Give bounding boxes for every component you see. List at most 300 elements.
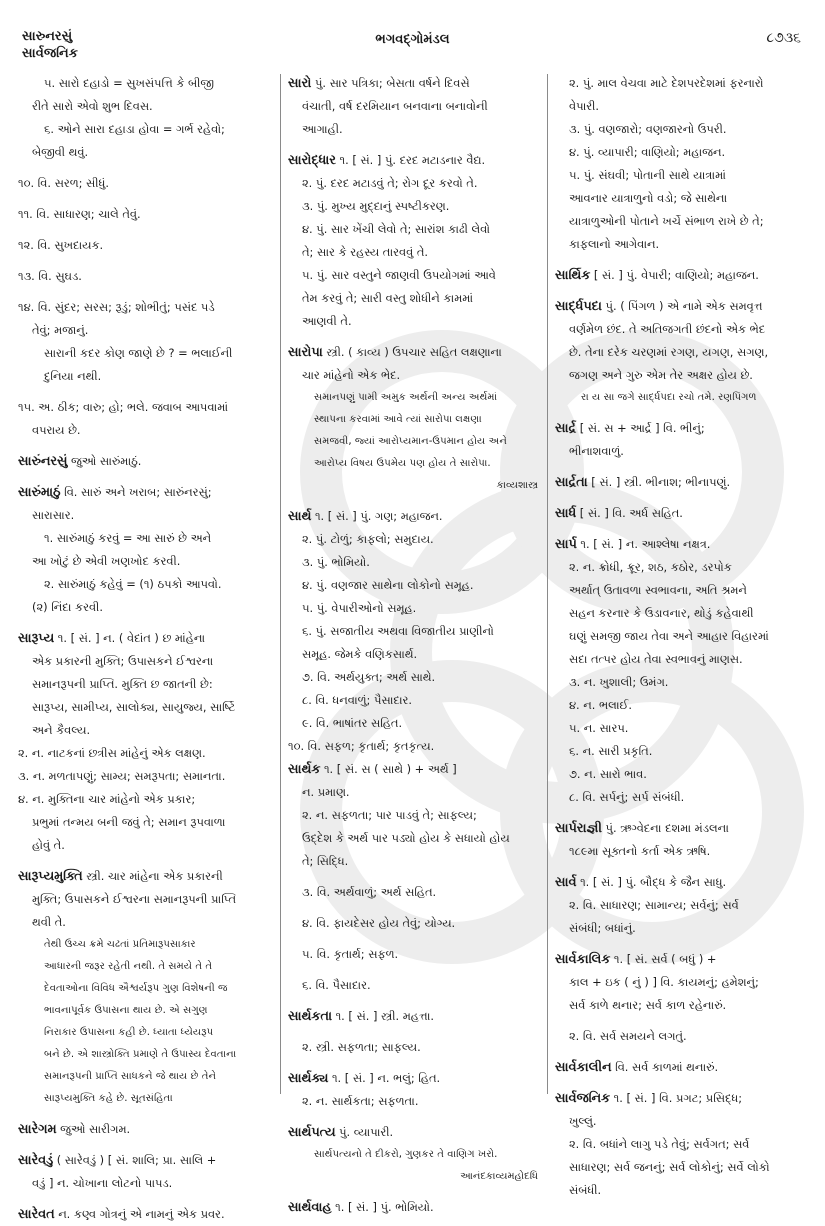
definition-text: રીતે સારો એવો શુભ દિવસ. xyxy=(32,99,153,113)
definition-line xyxy=(288,475,538,497)
definition-text: ૨. પું. ટોળું; કાફલો; સમુદાય. xyxy=(302,532,434,546)
column-divider xyxy=(280,74,281,1094)
dictionary-entry xyxy=(555,948,813,971)
dictionary-entry xyxy=(18,1118,270,1141)
definition-text: ૨. પું. દરદ મટાડવું તે; રોગ દૂર કરવો તે. xyxy=(302,176,478,190)
definition-line xyxy=(18,342,270,365)
definition-line xyxy=(18,673,270,696)
definition-line xyxy=(18,911,270,934)
definition-text: ( સારેવડું ) [ સં. શાલિ; પ્રા. સાલિ + xyxy=(53,1153,217,1167)
definition-text: પું. ઋગ્વેદના દશમા મંડલના xyxy=(601,821,729,835)
headword: સારેવત xyxy=(18,1207,55,1222)
column-left xyxy=(18,72,270,1222)
definition-text: નિરાકાર ઉપાસના કહી છે. ધ્યાતા ધ્યેયરૂપ xyxy=(44,1027,214,1038)
definition-text: સદા તત્પર હોય તેવા સ્વભાવનું માણસ. xyxy=(569,652,743,666)
definition-text: ૬. ન. સારી પ્રકૃતિ. xyxy=(569,744,653,758)
definition-line xyxy=(555,318,813,341)
definition-text: ૫. પું. સાર વસ્તુને જાણવી ઉપયોગમાં આવે xyxy=(302,268,496,282)
definition-text: કાફલાનો આગેવાન. xyxy=(569,237,660,251)
dictionary-columns xyxy=(18,72,818,1222)
definition-text: ૧૧. વિ. સાધારણ; ચાલે તેવું. xyxy=(18,207,141,221)
definition-text: આધારની જરૂર રહેતી નથી. તે સમયે તે તે xyxy=(44,961,213,972)
definition-line xyxy=(555,95,813,118)
definition-line xyxy=(288,218,538,241)
headword: સારૂપ્યમુક્તિ xyxy=(18,869,83,884)
definition-line xyxy=(18,788,270,811)
headword: સારુંનરસું xyxy=(18,454,68,469)
headword: સાર્વજનિક xyxy=(555,1091,611,1106)
definition-text: તેવું; મજાનું. xyxy=(32,323,89,337)
definition-text: ૫. પું. સંઘવી; પોતાની સાથે યાત્રામાં xyxy=(569,168,726,182)
definition-text: ચાર માંહેનો એક ભેદ. xyxy=(302,368,401,382)
definition-line xyxy=(18,834,270,857)
definition-text: ૧. સારુંમાઠું કરવું = આ સારું છે અને xyxy=(44,531,212,545)
definition-line xyxy=(18,573,270,596)
definition-line xyxy=(18,118,270,141)
definition-line xyxy=(555,210,813,233)
definition-text: ૧. [ સં. ] વિ. પ્રગટ; પ્રસિદ્ધ; xyxy=(610,1091,743,1105)
dictionary-entry xyxy=(288,341,538,364)
definition-text: સ્ત્રી. ચાર માંહેના એક પ્રકારની xyxy=(82,869,223,883)
definition-text: જુઓ સારીગમ. xyxy=(56,1122,131,1136)
headword: સારોદ્ધાર xyxy=(288,153,336,168)
definition-text: ૬. વિ. પૈસાદાર. xyxy=(302,978,371,992)
page-header xyxy=(0,20,825,70)
definition-text: ૧. [ સં. ] ન. ( વેદાંત ) છ માંહેના xyxy=(54,631,206,645)
definition-text: આનંદકાવ્યમહોદધિ xyxy=(460,1171,538,1182)
definition-line xyxy=(555,141,813,164)
definition-text: મુક્તિ; ઉપાસકને ઈશ્વરના સમાનરૂપની પ્રાપ્તિ xyxy=(32,892,237,906)
definition-line xyxy=(18,419,270,442)
definition-text: અર્થાત્ ઉતાવળા સ્વભાવના, અતિ શ્રમને xyxy=(569,583,747,597)
definition-text: દેવતાઓના વિવિધ ઐશ્વર્યરૂપ ગુણ વિશેષની જ xyxy=(44,983,228,994)
dictionary-entry xyxy=(288,758,538,781)
definition-line xyxy=(555,164,813,187)
headword: સાર્થવાહ xyxy=(288,1200,332,1215)
definition-text: સર્વ કાળે થનાર; સર્વ કાળ રહેનારું. xyxy=(569,998,727,1012)
definition-text: ૫. પું. વેપારીઓનો સમૂહ. xyxy=(302,601,417,615)
definition-text: વિ. સારું અને ખરાબ; સારુંનરસું; xyxy=(60,485,212,499)
definition-text: ૧. [ સં. ] પું. દરદ મટાડનાર વૈદ્ય. xyxy=(335,153,486,167)
definition-line xyxy=(555,894,813,917)
definition-text: (૨) નિંદા કરવી. xyxy=(32,600,103,614)
definition-text: સારાસાર. xyxy=(32,508,75,522)
definition-text: ૬. પું. સજાતીય અથવા વિજાતીય પ્રાણીનો xyxy=(302,624,494,638)
definition-line xyxy=(555,341,813,364)
definition-line xyxy=(555,579,813,602)
definition-text: [ સં. ] પું. વેપારી; વાણિયો; મહાજન. xyxy=(590,268,759,282)
definition-line xyxy=(288,364,538,387)
definition-text: સમૂહ. જેમકે વણિકસાર્થ. xyxy=(302,647,418,661)
definition-text: ૫. વિ. કૃતાર્થ; સફળ. xyxy=(302,947,399,961)
definition-text: ૯. વિ. ભાષાંતર સહિત. xyxy=(302,716,403,730)
definition-line xyxy=(18,1044,270,1066)
definition-text: ૨. ન. ક્રોધી, ક્રૂર, શઠ, કઠોર, ડરપોક xyxy=(569,560,732,574)
definition-line xyxy=(18,95,270,118)
definition-text: યાત્રાળુઓની પોતાને ખર્ચે સંભાળ રાખે છે તે; xyxy=(569,214,764,228)
definition-text: ભીનાશવાળું. xyxy=(569,444,624,458)
definition-line xyxy=(18,527,270,550)
definition-line xyxy=(555,994,813,1017)
definition-text: સમજવી, જ્યાં આરોપ્યમાન-ઉપમાન હોય અને xyxy=(314,436,507,447)
dictionary-entry xyxy=(288,72,538,95)
definition-text: ૨. સારુંમાઠું કહેવું = (૧) ઠપકો આપવો. xyxy=(44,577,222,591)
definition-text: ૨. ન. સફળતા; પાર પાડવું તે; સાફલ્ય; xyxy=(302,808,477,822)
definition-line xyxy=(555,1179,813,1202)
definition-line xyxy=(18,956,270,978)
definition-text: ૧૨. વિ. સુખદાયક. xyxy=(18,238,104,252)
definition-text: સારૂપ્યમુક્તિ કહે છે. સૂતસંહિતા xyxy=(44,1093,173,1104)
definition-line xyxy=(288,620,538,643)
definition-text: ૪. પું. વણજાર સાથેના લોકોનો સમૂહ. xyxy=(302,578,474,592)
definition-text: ૧૪. વિ. સુંદર; સરસ; રૂડું; શોભીતું; પસંદ પડે xyxy=(18,300,215,314)
column-divider xyxy=(547,74,548,1094)
dictionary-entry xyxy=(555,471,813,494)
headword: સાર્દ્રતા xyxy=(555,475,588,490)
definition-text: આગાહી. xyxy=(302,122,343,136)
dictionary-entry xyxy=(288,149,538,172)
definition-text: ૧૩. વિ. સુઘડ. xyxy=(18,269,82,283)
definition-text: સાર્થપત્યનો તે દીકરો, ગુણકર તે વાણિગ ખરો. xyxy=(314,1149,498,1160)
definition-line xyxy=(288,431,538,453)
definition-text: ૧. [ સં. ] પું. ભોમિયો. xyxy=(331,1200,434,1214)
column-middle xyxy=(288,72,538,1215)
definition-text: આરોપ્ય વિષય ઉપમેય પણ હોય તે સારોપા. xyxy=(314,458,491,469)
definition-text: તે; સિદ્ધિ. xyxy=(302,854,349,868)
dictionary-entry xyxy=(555,417,813,440)
definition-line xyxy=(288,1036,538,1059)
definition-line xyxy=(555,740,813,763)
definition-text: સારાની કદર કોણ જાણે છે ? = ભલાઈની xyxy=(44,346,233,360)
definition-line xyxy=(18,72,270,95)
definition-text: સમાનરૂપની પ્રાપ્તિ સાધકને જે થાય છે તેને xyxy=(44,1071,217,1082)
definition-line xyxy=(288,1090,538,1113)
definition-line xyxy=(18,504,270,527)
dictionary-entry xyxy=(288,1067,538,1090)
definition-text: ૧. [ સં. સ ( સાથે ) + અર્થ ] xyxy=(320,762,457,776)
definition-line xyxy=(555,917,813,940)
dictionary-entry xyxy=(18,1149,270,1172)
dictionary-entry xyxy=(555,502,813,525)
definition-text: ૨. વિ. સર્વ સમયને લગતું. xyxy=(569,1029,687,1043)
definition-line xyxy=(555,233,813,256)
definition-line xyxy=(288,287,538,310)
definition-text: તે; સાર કે રહસ્ય તારવવું તે. xyxy=(302,245,428,259)
definition-text: ૧. [ સં. ] પું. ગણ; મહાજન. xyxy=(311,509,443,523)
definition-line xyxy=(18,1022,270,1044)
definition-text: બેજીવી થવું. xyxy=(32,145,89,159)
definition-text: ૩. ન. ખુશાલી; ઉમંગ. xyxy=(569,675,669,689)
definition-text: [ સં. ] વિ. અર્ધ સહિત. xyxy=(576,506,683,520)
definition-text: સ્ત્રી. ( કાવ્ય ) ઉપચાર સહિત લક્ષણાના xyxy=(322,345,502,359)
definition-line xyxy=(288,974,538,997)
definition-line xyxy=(18,650,270,673)
definition-text: ઉદ્દેશ કે અર્થ પાર પડ્યો હોય કે સધાયો હોય xyxy=(302,831,510,845)
definition-line xyxy=(555,671,813,694)
definition-line xyxy=(18,203,270,226)
definition-line xyxy=(555,625,813,648)
definition-text: છે. તેના દરેક ચરણમાં રગણ, યગણ, સગણ, xyxy=(569,345,769,359)
definition-text: ૫. સારો દહાડો = સુખસંપત્તિ કે બીજી xyxy=(44,76,214,90)
definition-text: સંબંધી. xyxy=(569,1183,602,1197)
dictionary-entry xyxy=(555,871,813,894)
guide-word-first: સારુનરસું xyxy=(22,29,73,44)
definition-text: ૪. પું. વ્યાપારી; વાણિયો; મહાજન. xyxy=(569,145,726,159)
definition-line xyxy=(288,781,538,804)
definition-line xyxy=(18,234,270,257)
definition-text: ૨. સ્ત્રી. સફળતા; સાફલ્ય. xyxy=(302,1040,421,1054)
definition-line xyxy=(555,364,813,387)
definition-line xyxy=(555,648,813,671)
definition-text: ૫. ન. સારપ. xyxy=(569,721,629,735)
dictionary-entry xyxy=(555,817,813,840)
dictionary-entry xyxy=(555,264,813,287)
dictionary-entry xyxy=(18,865,270,888)
dictionary-entry xyxy=(555,1087,813,1110)
definition-line xyxy=(288,118,538,141)
definition-text: ૪. વિ. ફાયદેસર હોય તેવું; યોગ્ય. xyxy=(302,916,456,930)
definition-text: વપરાય છે. xyxy=(32,423,81,437)
headword: સાર્ધ xyxy=(555,506,577,521)
definition-text: હોવું તે. xyxy=(32,838,65,852)
definition-line xyxy=(555,187,813,210)
definition-line xyxy=(288,643,538,666)
headword: સારેવડું xyxy=(18,1153,54,1168)
definition-line xyxy=(555,717,813,740)
headword: સાર્પરાજ્ઞી xyxy=(555,821,602,836)
definition-text: ૨. વિ. બધાંને લાગુ પડે તેવું; સર્વગત; સર્વ xyxy=(569,1137,750,1151)
definition-line xyxy=(288,241,538,264)
definition-text: જુઓ સારુંમાઠું. xyxy=(67,454,142,468)
definition-line xyxy=(18,365,270,388)
headword: સાર્વકાલીન xyxy=(555,1060,612,1075)
definition-text: સ્થાપના કરવામાં આવે ત્યાં સારોપા લક્ષણા xyxy=(314,414,482,425)
definition-text: ૩. પું. ભોમિયો. xyxy=(302,555,370,569)
definition-line xyxy=(555,72,813,95)
definition-text: ૨. વિ. સાધારણ; સામાન્ય; સર્વનું; સર્વ xyxy=(569,898,739,912)
definition-line xyxy=(18,596,270,619)
definition-line xyxy=(18,888,270,911)
definition-line xyxy=(288,528,538,551)
running-title: ભગવદ્ગોમંડલ xyxy=(375,32,450,47)
definition-line xyxy=(18,172,270,195)
definition-line xyxy=(555,118,813,141)
definition-text: અને કૈવલ્ય. xyxy=(32,723,91,737)
definition-line xyxy=(18,719,270,742)
definition-line xyxy=(288,310,538,333)
definition-text: ૪. ન. મુક્તિના ચાર માંહેનો એક પ્રકાર; xyxy=(18,792,196,806)
headword: સાર્થ xyxy=(288,509,312,524)
definition-line xyxy=(18,765,270,788)
headword: સારોપા xyxy=(288,345,323,360)
definition-line xyxy=(288,850,538,873)
definition-text: એક પ્રકારની મુક્તિ; ઉપાસકને ઈશ્વરના xyxy=(32,654,214,668)
definition-line xyxy=(18,265,270,288)
definition-line xyxy=(288,804,538,827)
dictionary-entry xyxy=(18,481,270,504)
column-right xyxy=(555,72,813,1197)
definition-text: ૧. [ સં. ] સ્ત્રી. મહત્તા. xyxy=(331,1009,434,1023)
definition-text: પું. ( પિંગળ ) એ નામે એક સમવૃત્ત xyxy=(601,299,763,313)
definition-line xyxy=(288,551,538,574)
guide-word-last: સાર્વજનિક xyxy=(22,46,78,61)
definition-text: ૧. [ સં. ] ન. ભલું; હિત. xyxy=(328,1071,441,1085)
definition-line xyxy=(288,689,538,712)
definition-text: વિ. સર્વ કાળમાં થનારું. xyxy=(611,1060,719,1074)
definition-line xyxy=(18,1172,270,1195)
definition-line xyxy=(555,971,813,994)
definition-line xyxy=(288,453,538,475)
definition-text: ૪. પું. સાર ખેંચી લેવો તે; સારાંશ કાઢી લેવો xyxy=(302,222,491,236)
definition-text: ૧૮૯મા સૂક્તનો કર્તા એક ઋષિ. xyxy=(569,844,711,858)
definition-line xyxy=(18,1000,270,1022)
definition-text: ૧. [ સં. સર્વ ( બધું ) + xyxy=(610,952,717,966)
definition-text: ૪. ન. ભલાઈ. xyxy=(569,698,632,712)
definition-text: ૧. [ સં. ] પું. બૌદ્ધ કે જૈન સાધુ. xyxy=(576,875,727,889)
headword: સાર્થપત્ય xyxy=(288,1125,336,1140)
headword: સાર્થકતા xyxy=(288,1009,332,1024)
headword: સાર્દ્ર xyxy=(555,421,577,436)
definition-text: ન. પ્રમાણ. xyxy=(302,785,350,799)
definition-text: ૩. પું. મુખ્ય મુદ્દાનું સ્પષ્ટીકરણ. xyxy=(302,199,450,213)
definition-line xyxy=(18,396,270,419)
definition-line xyxy=(288,881,538,904)
definition-line xyxy=(555,387,813,409)
definition-text: ૭. વિ. અર્થયુક્ત; અર્થ સાથે. xyxy=(302,670,436,684)
definition-text: ૧૦. વિ. સફળ; કૃતાર્થ; કૃતકૃત્ય. xyxy=(288,739,435,753)
definition-text: સમાનપણું પામી અમુક અર્થની અન્ય અર્થમાં xyxy=(314,392,498,403)
definition-text: ૮. વિ. ધનવાળું; પૈસાદાર. xyxy=(302,693,413,707)
definition-text: ૩. પું. વણજારો; વણજારનો ઉપરી. xyxy=(569,122,727,136)
definition-line xyxy=(288,943,538,966)
definition-text: આ ખોટું છે એવી ખણખોદ કરવી. xyxy=(32,554,181,568)
dictionary-entry xyxy=(555,1056,813,1079)
definition-line xyxy=(18,742,270,765)
definition-line xyxy=(288,172,538,195)
headword: સાર્થક xyxy=(288,762,321,777)
definition-text: વર્ણમેળ છંદ. તે અતિજગતી છંદનો એક ભેદ xyxy=(569,322,766,336)
definition-text: જગણ અને ગુરુ એમ તેર અક્ષર હોય છે. xyxy=(569,368,753,382)
definition-text: વડું ] ન. ચોખાના લોટનો પાપડ. xyxy=(32,1176,173,1190)
definition-line xyxy=(288,387,538,409)
definition-line xyxy=(288,195,538,218)
definition-text: [ સં. સ + આર્દ્ર ] વિ. ભીનું; xyxy=(576,421,705,435)
definition-text: પ્રભુમાં તન્મય બની જવું તે; સમાન રૂપવાળા xyxy=(32,815,226,829)
definition-line xyxy=(555,602,813,625)
definition-line xyxy=(555,556,813,579)
definition-text: તેથી ઉચ્ચ ક્રમે ચઢતાં પ્રતિમારૂપસાકાર xyxy=(44,939,196,950)
definition-text: સંબંધી; બધાંનું. xyxy=(569,921,636,935)
definition-line xyxy=(18,934,270,956)
definition-line xyxy=(288,1144,538,1166)
definition-text: તેમ કરવું તે; સારી વસ્તુ શોધીને કામમાં xyxy=(302,291,474,305)
headword: સાર્પ xyxy=(555,537,577,552)
definition-text: સારૂપ્ય, સામીપ્ય, સાલોક્ય, સાયુજ્ય, સાર્ષ્ટિ xyxy=(32,700,236,714)
definition-line xyxy=(18,696,270,719)
definition-line xyxy=(555,763,813,786)
dictionary-entry xyxy=(18,450,270,473)
headword: સાર્વ xyxy=(555,875,577,890)
headword: સારુંમાઠું xyxy=(18,485,61,500)
definition-text: ૬. ઓને સારા દહાડા હોવા = ગર્ભ રહેવો; xyxy=(44,122,225,136)
headword: સાર્વકાલિક xyxy=(555,952,611,967)
definition-text: ભાવનાપૂર્વક ઉપાસના થાય છે. એ સગુણ xyxy=(44,1005,208,1016)
definition-text: સાધારણ; સર્વ જનનું; સર્વ લોકોનું; સર્વે લોકો xyxy=(569,1160,770,1174)
dictionary-entry xyxy=(18,627,270,650)
definition-line xyxy=(288,574,538,597)
headword: સારૂપ્ય xyxy=(18,631,55,646)
definition-text: રા ય સા જગે સાર્દ્ધપદા રચો તમે. રણપિંગળ xyxy=(581,392,757,403)
definition-text: ૨. ન. સાર્થકતા; સફળતા. xyxy=(302,1094,419,1108)
definition-text: ૩. ન. મળતાપણું; સામ્ય; સમરૂપતા; સમાનતા. xyxy=(18,769,226,783)
definition-text: દુનિયા નથી. xyxy=(44,369,102,383)
definition-text: ૧૫. અ. ઠીક; વારુ; હો; ભલે. જવાબ આપવામાં xyxy=(18,400,229,414)
dictionary-entry xyxy=(288,1005,538,1028)
definition-line xyxy=(18,978,270,1000)
definition-line xyxy=(288,666,538,689)
definition-line xyxy=(555,1133,813,1156)
definition-text: ૨. ન. નાટકનાં છત્રીસ માંહેનું એક લક્ષણ. xyxy=(18,746,206,760)
definition-text: ૭. ન. સારો ભાવ. xyxy=(569,767,647,781)
definition-text: કાલ + ઇક ( નું ) ] વિ. કાયમનું; હમેશનું; xyxy=(569,975,759,989)
definition-line xyxy=(18,550,270,573)
page-number: ૮૭૩૬ xyxy=(766,30,801,46)
dictionary-entry xyxy=(555,533,813,556)
definition-text: ન. કણ્વ ગોત્રનું એ નામનું એક પ્રવર. xyxy=(54,1207,225,1221)
headword: સાર્થક્ય xyxy=(288,1071,329,1086)
definition-text: આણવી તે. xyxy=(302,314,352,328)
definition-text: ૩. વિ. અર્થવાળું; અર્થ સહિત. xyxy=(302,885,437,899)
definition-text: ઘણું સમજી જાય તેવા અને આહાર વિહારમાં xyxy=(569,629,769,643)
headword: સારો xyxy=(288,76,312,91)
headword: સાર્દ્ધપદા xyxy=(555,299,602,314)
definition-text: ૨. પું. માલ વેચવા માટે દેશપરદેશમાં ફરનારો xyxy=(569,76,764,90)
definition-line xyxy=(288,912,538,935)
definition-line xyxy=(288,735,538,758)
definition-text: ખુલ્લું. xyxy=(569,1114,597,1128)
dictionary-entry xyxy=(288,505,538,528)
definition-line xyxy=(18,141,270,164)
definition-line xyxy=(555,1156,813,1179)
dictionary-entry xyxy=(18,1203,270,1226)
definition-text: પું. સાર પત્રિકા; બેસતા વર્ષને દિવસે xyxy=(311,76,470,90)
definition-line xyxy=(555,440,813,463)
definition-line xyxy=(288,827,538,850)
dictionary-entry xyxy=(288,1121,538,1144)
definition-line xyxy=(288,597,538,620)
definition-line xyxy=(555,694,813,717)
definition-line xyxy=(18,319,270,342)
definition-text: ૮. વિ. સર્પનું; સર્પ સંબંધી. xyxy=(569,790,685,804)
dictionary-entry xyxy=(555,295,813,318)
definition-line xyxy=(18,296,270,319)
headword: સારેગમ xyxy=(18,1122,57,1137)
definition-line xyxy=(288,712,538,735)
definition-line xyxy=(18,1088,270,1110)
definition-text: પું. વ્યાપારી. xyxy=(335,1125,394,1139)
definition-line xyxy=(288,1166,538,1188)
definition-text: કાવ્યશાસ્ત્ર xyxy=(496,480,538,491)
definition-text: [ સં. ] સ્ત્રી. ભીનાશ; ભીનાપણું. xyxy=(587,475,731,489)
definition-line xyxy=(18,811,270,834)
definition-text: વંચાતી, વર્ષ દરમિયાન બનવાના બનાવોની xyxy=(302,99,488,113)
definition-text: ૧. [ સં. ] ન. આશ્લેષા નક્ષત્ર. xyxy=(576,537,711,551)
definition-text: વેપારી. xyxy=(569,99,600,113)
definition-line xyxy=(288,95,538,118)
definition-line xyxy=(555,1025,813,1048)
definition-line xyxy=(288,264,538,287)
definition-text: ૧૦. વિ. સરળ; સીધું. xyxy=(18,176,109,190)
